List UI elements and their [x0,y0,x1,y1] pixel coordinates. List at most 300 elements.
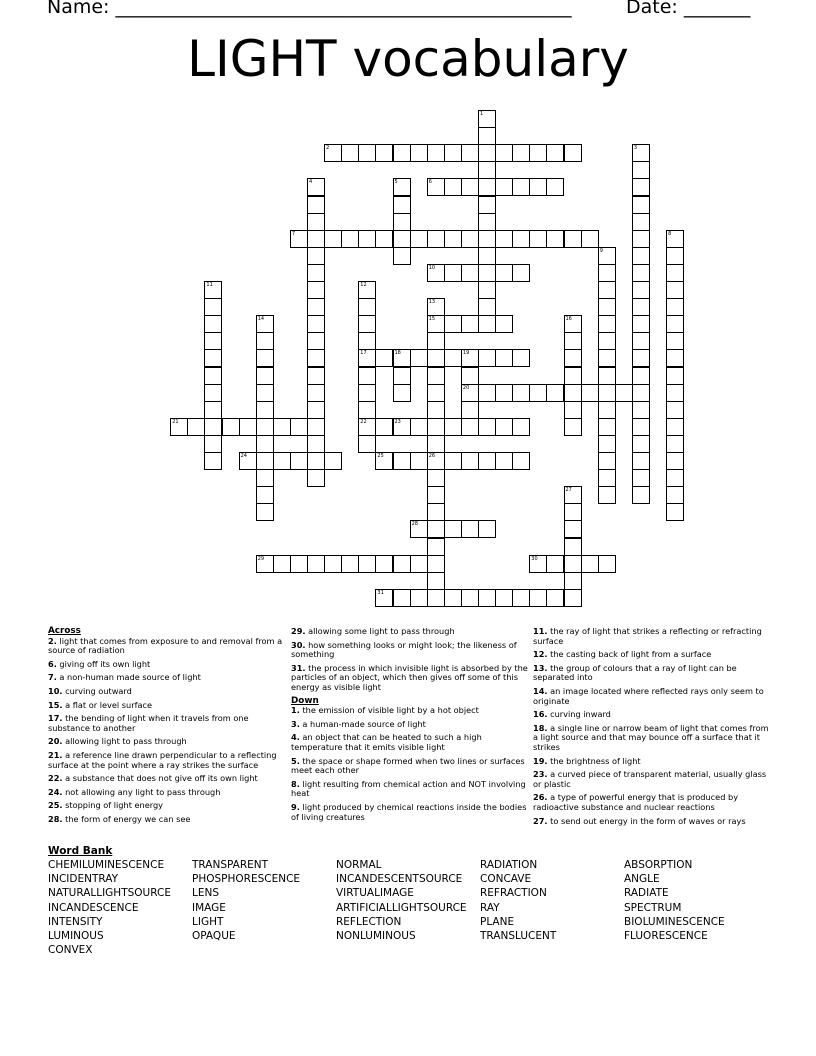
clues-column-3 [533,627,773,830]
crossword-cell[interactable] [393,247,411,265]
crossword-cell[interactable] [204,435,222,453]
crossword-cell[interactable] [666,401,684,419]
crossword-cell[interactable] [307,418,325,436]
crossword-cell[interactable] [615,384,633,402]
crossword-cell[interactable] [598,264,616,282]
crossword-cell[interactable] [393,349,411,367]
crossword-cell[interactable] [427,264,445,282]
crossword-cell[interactable] [632,298,650,316]
crossword-cell[interactable] [632,452,650,470]
crossword-cell[interactable] [427,435,445,453]
crossword-cell[interactable] [495,315,513,333]
crossword-cell[interactable] [410,452,428,470]
crossword-cell[interactable] [341,555,359,573]
clue-text: the casting back of light from a surface [547,649,712,660]
word-bank-column [624,858,725,943]
word-bank-word: SPECTRUM [624,901,682,914]
crossword-cell[interactable] [358,367,376,385]
crossword-cell[interactable] [307,196,325,214]
crossword-cell[interactable] [444,418,462,436]
crossword-cell[interactable] [666,435,684,453]
crossword-cell[interactable] [478,144,496,162]
crossword-cell[interactable] [358,349,376,367]
crossword-cell[interactable] [393,196,411,214]
word-bank-word: LENS [192,887,220,900]
crossword-cell[interactable] [324,230,342,248]
crossword-cell[interactable] [478,418,496,436]
crossword-cell[interactable] [598,435,616,453]
clue-item [48,660,288,670]
crossword-cell[interactable] [546,555,564,573]
crossword-cell[interactable] [632,281,650,299]
crossword-cell[interactable] [461,589,479,607]
crossword-cell[interactable] [273,555,291,573]
crossword-cell[interactable] [461,144,479,162]
crossword-cell[interactable] [564,486,582,504]
crossword-cell[interactable] [290,452,308,470]
word-bank-word: NATURALLIGHTSOURCE [48,887,171,900]
crossword-cell[interactable] [375,349,393,367]
crossword-cell[interactable] [204,418,222,436]
crossword-cell[interactable] [598,418,616,436]
crossword-cell[interactable] [478,589,496,607]
crossword-cell[interactable] [495,230,513,248]
crossword-cell[interactable] [564,144,582,162]
crossword-cell[interactable] [666,332,684,350]
crossword-cell[interactable] [222,418,240,436]
crossword-cell[interactable] [581,384,599,402]
crossword-cell[interactable] [290,418,308,436]
crossword-cell[interactable] [290,230,308,248]
crossword-cell[interactable] [427,589,445,607]
crossword-cell[interactable] [444,520,462,538]
crossword-cell[interactable] [187,418,205,436]
crossword-cell[interactable] [581,555,599,573]
crossword-cell[interactable] [598,332,616,350]
crossword-cell[interactable] [427,555,445,573]
crossword-cell[interactable] [256,452,274,470]
crossword-cell[interactable] [495,589,513,607]
crossword-cell[interactable] [632,196,650,214]
crossword-cell[interactable] [478,196,496,214]
crossword-cell[interactable] [393,384,411,402]
crossword-cell[interactable] [461,264,479,282]
word-bank-column [480,858,556,943]
crossword-cell[interactable] [358,401,376,419]
crossword-cell[interactable] [307,401,325,419]
crossword-cell[interactable] [427,230,445,248]
crossword-cell[interactable] [324,144,342,162]
clue-item [533,724,773,753]
crossword-cell[interactable] [632,401,650,419]
crossword-cell[interactable] [375,144,393,162]
crossword-cell[interactable] [427,503,445,521]
crossword-cell[interactable] [598,384,616,402]
crossword-cell[interactable] [324,555,342,573]
crossword-cell[interactable] [666,486,684,504]
crossword-cell[interactable] [358,144,376,162]
crossword-cell[interactable] [529,144,547,162]
crossword-cell[interactable] [393,230,411,248]
crossword-cell[interactable] [529,555,547,573]
crossword-cell[interactable] [204,281,222,299]
crossword-cell[interactable] [307,230,325,248]
crossword-cell[interactable] [375,452,393,470]
crossword-cell[interactable] [632,315,650,333]
crossword-cell[interactable] [478,452,496,470]
crossword-cell[interactable] [393,213,411,231]
crossword-cell[interactable] [375,418,393,436]
crossword-cell[interactable] [256,349,274,367]
crossword-cell[interactable] [529,589,547,607]
crossword-cell[interactable] [410,144,428,162]
crossword-cell[interactable] [427,538,445,556]
crossword-cell[interactable] [478,384,496,402]
across-clue-list [48,637,288,825]
word-bank-word: OPAQUE [192,930,236,943]
crossword-cell[interactable] [358,384,376,402]
word-bank-word: ANGLE [624,873,660,886]
crossword-cell[interactable] [358,298,376,316]
crossword-cell[interactable] [564,332,582,350]
crossword-cell[interactable] [393,589,411,607]
crossword-cell[interactable] [529,178,547,196]
crossword-cell[interactable] [478,520,496,538]
crossword-cell[interactable] [239,452,257,470]
crossword-cell[interactable] [478,315,496,333]
crossword-cell[interactable] [666,503,684,521]
crossword-cell[interactable] [564,520,582,538]
crossword-cell[interactable] [564,555,582,573]
crossword-cell[interactable] [427,486,445,504]
crossword-cell[interactable] [256,418,274,436]
crossword-cell[interactable] [666,418,684,436]
crossword-cell[interactable] [444,144,462,162]
crossword-cell[interactable] [444,230,462,248]
crossword-cell[interactable] [239,418,257,436]
crossword-cell[interactable] [632,418,650,436]
crossword-cell[interactable] [495,178,513,196]
crossword-cell[interactable] [204,367,222,385]
crossword-cell[interactable] [461,349,479,367]
crossword-cell[interactable] [461,230,479,248]
crossword-cell[interactable] [307,349,325,367]
crossword-cell[interactable] [478,230,496,248]
crossword-cell[interactable] [307,367,325,385]
crossword-cell[interactable] [512,144,530,162]
crossword-cell[interactable] [461,418,479,436]
crossword-cell[interactable] [666,469,684,487]
crossword-cell[interactable] [632,264,650,282]
clue-text: the emission of visible light by a hot object [299,705,479,716]
crossword-cell[interactable] [256,401,274,419]
crossword-cell[interactable] [478,281,496,299]
crossword-cell[interactable] [427,384,445,402]
crossword-cell[interactable] [393,555,411,573]
crossword-cell[interactable] [444,264,462,282]
crossword-cell[interactable] [341,230,359,248]
crossword-cell[interactable] [444,349,462,367]
crossword-cell[interactable] [564,572,582,590]
crossword-cell[interactable] [358,435,376,453]
crossword-cell[interactable] [444,178,462,196]
crossword-cell[interactable] [598,401,616,419]
crossword-cell[interactable] [495,144,513,162]
crossword-cell[interactable] [666,247,684,265]
clue-item [533,627,773,646]
crossword-cell[interactable] [495,452,513,470]
crossword-cell[interactable] [461,520,479,538]
crossword-cell[interactable] [598,281,616,299]
crossword-cell[interactable] [307,555,325,573]
crossword-cell[interactable] [256,469,274,487]
crossword-cell[interactable] [410,418,428,436]
crossword-cell[interactable] [307,178,325,196]
crossword-cell[interactable] [632,178,650,196]
clue-number-label: 3. [291,718,300,729]
crossword-cell[interactable] [564,401,582,419]
crossword-cell[interactable] [307,469,325,487]
crossword-cell[interactable] [666,452,684,470]
crossword-cell[interactable] [495,418,513,436]
crossword-cell[interactable] [478,110,496,128]
crossword-cell[interactable] [427,298,445,316]
crossword-cell[interactable] [632,247,650,265]
crossword-cell[interactable] [393,178,411,196]
crossword-cell[interactable] [666,230,684,248]
crossword-cell[interactable] [546,384,564,402]
crossword-cell[interactable] [256,384,274,402]
crossword-cell[interactable] [204,349,222,367]
crossword-cell[interactable] [358,230,376,248]
crossword-cell[interactable] [256,486,274,504]
clue-number: 19 [462,350,470,357]
crossword-cell[interactable] [256,367,274,385]
crossword-cell[interactable] [564,538,582,556]
crossword-cell[interactable] [444,315,462,333]
crossword-cell[interactable] [632,349,650,367]
crossword-cell[interactable] [546,230,564,248]
crossword-cell[interactable] [410,230,428,248]
crossword-cell[interactable] [256,435,274,453]
crossword-cell[interactable] [375,555,393,573]
crossword-cell[interactable] [358,315,376,333]
clue-text: light resulting from chemical action and NOT involving heat [291,778,526,799]
crossword-cell[interactable] [512,264,530,282]
crossword-cell[interactable] [324,452,342,470]
crossword-cell[interactable] [598,469,616,487]
crossword-cell[interactable] [598,367,616,385]
crossword-cell[interactable] [632,144,650,162]
crossword-cell[interactable] [358,555,376,573]
crossword-cell[interactable] [307,213,325,231]
crossword-cell[interactable] [307,452,325,470]
crossword-cell[interactable] [358,281,376,299]
crossword-cell[interactable] [632,486,650,504]
crossword-cell[interactable] [564,315,582,333]
crossword-cell[interactable] [358,332,376,350]
crossword-cell[interactable] [546,589,564,607]
crossword-cell[interactable] [666,264,684,282]
crossword-cell[interactable] [512,384,530,402]
crossword-cell[interactable] [598,349,616,367]
crossword-cell[interactable] [666,367,684,385]
clue-text: stopping of light energy [62,800,164,811]
crossword-cell[interactable] [461,384,479,402]
crossword-cell[interactable] [204,401,222,419]
crossword-cell[interactable] [564,418,582,436]
crossword-cell[interactable] [666,384,684,402]
crossword-cell[interactable] [495,264,513,282]
crossword-cell[interactable] [307,315,325,333]
crossword-cell[interactable] [427,315,445,333]
crossword-cell[interactable] [478,161,496,179]
crossword-cell[interactable] [598,247,616,265]
crossword-cell[interactable] [564,367,582,385]
crossword-cell[interactable] [581,230,599,248]
crossword-cell[interactable] [666,298,684,316]
crossword-cell[interactable] [512,418,530,436]
crossword-cell[interactable] [495,384,513,402]
word-bank-word: LIGHT [192,915,224,928]
crossword-cell[interactable] [598,315,616,333]
crossword-cell[interactable] [204,315,222,333]
crossword-cell[interactable] [307,281,325,299]
crossword-cell[interactable] [529,384,547,402]
crossword-cell[interactable] [461,401,479,419]
crossword-cell[interactable] [393,144,411,162]
crossword-cell[interactable] [512,230,530,248]
crossword-cell[interactable] [461,367,479,385]
crossword-cell[interactable] [273,452,291,470]
crossword-cell[interactable] [427,367,445,385]
crossword-cell[interactable] [598,555,616,573]
crossword-cell[interactable] [564,230,582,248]
clue-number-label: 6. [48,658,57,669]
crossword-cell[interactable] [358,418,376,436]
clue-item [48,774,288,784]
crossword-cell[interactable] [427,178,445,196]
word-bank-word: ARTIFICIALLIGHTSOURCE [336,901,467,914]
crossword-cell[interactable] [632,384,650,402]
crossword-cell[interactable] [666,281,684,299]
crossword-cell[interactable] [632,161,650,179]
crossword-cell[interactable] [666,349,684,367]
crossword-cell[interactable] [632,435,650,453]
crossword-cell[interactable] [461,315,479,333]
crossword-cell[interactable] [444,589,462,607]
crossword-cell[interactable] [307,247,325,265]
crossword-cell[interactable] [598,486,616,504]
crossword-cell[interactable] [478,298,496,316]
crossword-cell[interactable] [478,349,496,367]
crossword-cell[interactable] [546,178,564,196]
crossword-cell[interactable] [512,589,530,607]
crossword-cell[interactable] [478,247,496,265]
crossword-cell[interactable] [273,418,291,436]
crossword-cell[interactable] [256,332,274,350]
clue-text: light that comes from exposure to and removal from a source of radiation [48,635,283,656]
crossword-cell[interactable] [204,452,222,470]
crossword-cell[interactable] [427,469,445,487]
crossword-cell[interactable] [307,298,325,316]
crossword-cell[interactable] [529,230,547,248]
crossword-cell[interactable] [410,555,428,573]
crossword-cell[interactable] [256,503,274,521]
clue-text: the space or shape formed when two lines or surfaces meet each other [291,755,525,776]
crossword-cell[interactable] [256,555,274,573]
crossword-cell[interactable] [427,418,445,436]
crossword-cell[interactable] [546,144,564,162]
crossword-cell[interactable] [512,349,530,367]
crossword-cell[interactable] [290,555,308,573]
crossword-cell[interactable] [204,298,222,316]
crossword-cell[interactable] [375,589,393,607]
crossword-cell[interactable] [512,452,530,470]
crossword-cell[interactable] [598,298,616,316]
crossword-cell[interactable] [170,418,188,436]
crossword-cell[interactable] [427,144,445,162]
crossword-cell[interactable] [666,315,684,333]
crossword-cell[interactable] [478,264,496,282]
crossword-cell[interactable] [632,213,650,231]
crossword-cell[interactable] [256,315,274,333]
crossword-cell[interactable] [393,452,411,470]
crossword-cell[interactable] [427,349,445,367]
crossword-cell[interactable] [375,230,393,248]
crossword-cell[interactable] [427,520,445,538]
crossword-cell[interactable] [307,384,325,402]
word-bank-word: CHEMILUMINESCENCE [48,859,165,871]
crossword-cell[interactable] [204,332,222,350]
crossword-cell[interactable] [393,418,411,436]
crossword-cell[interactable] [564,384,582,402]
crossword-cell[interactable] [307,332,325,350]
crossword-cell[interactable] [598,452,616,470]
crossword-cell[interactable] [307,264,325,282]
crossword-cell[interactable] [564,589,582,607]
crossword-cell[interactable] [444,452,462,470]
crossword-cell[interactable] [393,367,411,385]
crossword-cell[interactable] [564,349,582,367]
crossword-cell[interactable] [632,469,650,487]
crossword-cell[interactable] [478,213,496,231]
crossword-cell[interactable] [204,384,222,402]
crossword-cell[interactable] [427,572,445,590]
crossword-cell[interactable] [512,178,530,196]
crossword-cell[interactable] [427,452,445,470]
crossword-cell[interactable] [478,127,496,145]
crossword-cell[interactable] [632,230,650,248]
crossword-cell[interactable] [341,144,359,162]
crossword-cell[interactable] [495,349,513,367]
crossword-cell[interactable] [410,520,428,538]
crossword-cell[interactable] [410,349,428,367]
crossword-cell[interactable] [564,503,582,521]
crossword-cell[interactable] [632,367,650,385]
crossword-cell[interactable] [427,401,445,419]
crossword-cell[interactable] [632,332,650,350]
crossword-cell[interactable] [427,332,445,350]
crossword-cell[interactable] [478,178,496,196]
crossword-cell[interactable] [410,589,428,607]
down-heading: Down [291,695,319,706]
crossword-cell[interactable] [461,178,479,196]
crossword-cell[interactable] [461,452,479,470]
crossword-cell[interactable] [307,435,325,453]
clue-number: 10 [428,264,436,271]
clue-item [291,627,531,637]
